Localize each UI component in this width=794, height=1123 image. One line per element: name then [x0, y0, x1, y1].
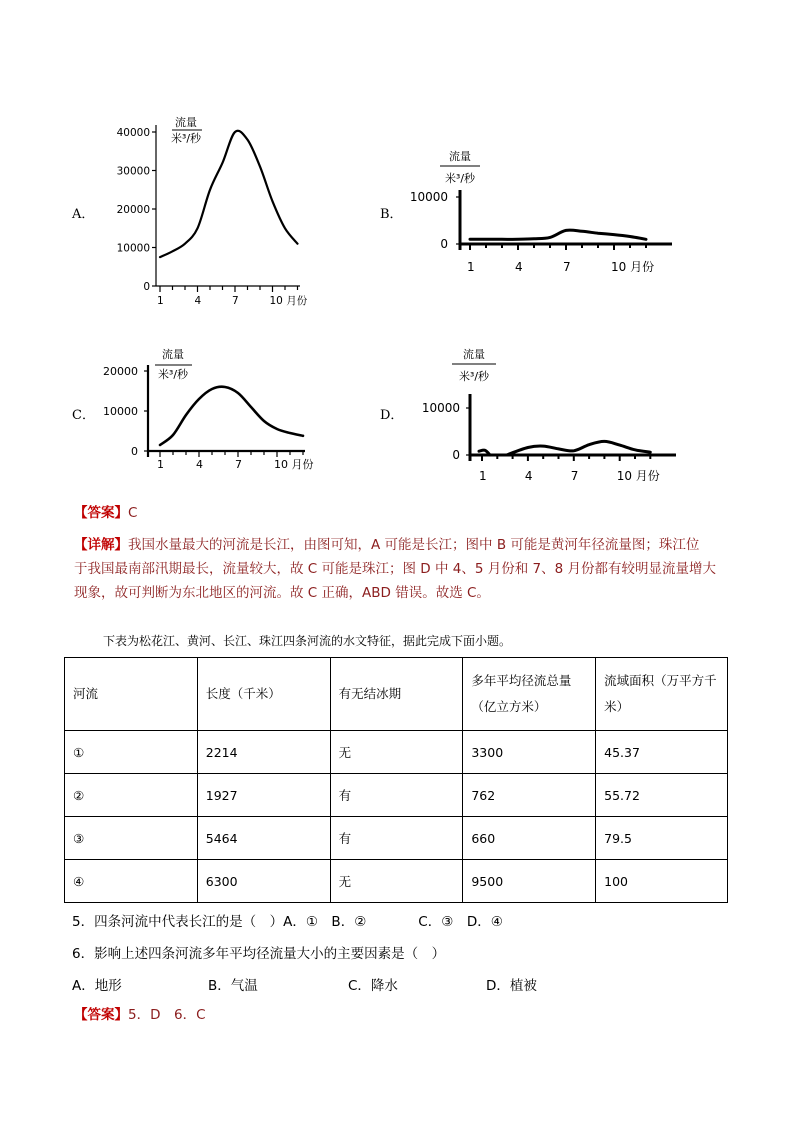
detail-1-line2: 于我国最南部汛期最长，流量较大，故 C 可能是珠江；图 D 中 4、5 月份和 7、8 月份都有较明显流量增大 — [74, 561, 717, 577]
cell-ice: 有 — [330, 817, 463, 860]
question-5-opt-c: C．③ D．④ — [418, 914, 503, 930]
th-river: 河流 — [65, 658, 198, 731]
unit-label-bottom: 米³/秒 — [458, 370, 490, 383]
question-5-stem: 5．四条河流中代表长江的是（ ）A．① B．② — [72, 914, 367, 930]
answer-2 — [74, 1004, 206, 1026]
cell-runoff: 660 — [463, 817, 596, 860]
unit-label-top: 流量 — [463, 348, 485, 361]
y-tick-label: 0 — [440, 237, 448, 251]
x-tick-label: 10 月份 — [269, 295, 308, 307]
y-tick-label: 0 — [131, 445, 138, 458]
cell-area: 100 — [596, 860, 728, 903]
y-tick-label: 20000 — [103, 365, 138, 378]
chart-a — [100, 110, 340, 310]
unit-label-top: 流量 — [175, 116, 197, 129]
y-tick-label: 30000 — [116, 165, 150, 178]
chart-d — [400, 340, 690, 490]
x-tick-label: 7 — [235, 458, 242, 471]
cell-area: 55.72 — [596, 774, 728, 817]
th-ice: 有无结冰期 — [330, 658, 463, 731]
series-line — [507, 441, 651, 455]
table-row — [65, 860, 728, 903]
series-line — [470, 230, 646, 239]
th-area: 流域面积（万平方千米） — [596, 658, 728, 731]
cell-ice: 无 — [330, 860, 463, 903]
cell-ice: 有 — [330, 774, 463, 817]
th-length: 长度（千米） — [197, 658, 330, 731]
table-header-row — [65, 658, 728, 731]
x-tick-label: 4 — [196, 458, 203, 471]
cell-length: 2214 — [197, 731, 330, 774]
y-tick-label: 10000 — [116, 242, 150, 255]
answer-2-label: 【答案】 — [74, 1007, 128, 1023]
th-runoff: 多年平均径流总量（亿立方米） — [463, 658, 596, 731]
detail-1-line3: 现象，故可判断为东北地区的河流。故 C 正确，ABD 错误。故选 C。 — [74, 585, 490, 601]
question-5 — [72, 910, 503, 930]
x-tick-label: 10 月份 — [611, 260, 655, 274]
detail-1-label: 【详解】 — [74, 537, 128, 553]
y-tick-label: 10000 — [409, 190, 448, 204]
cell-river: ③ — [65, 817, 198, 860]
chart-b-letter: B． — [380, 207, 403, 222]
answer-1-label: 【答案】 — [74, 505, 128, 521]
unit-label-bottom: 米³/秒 — [157, 368, 189, 381]
x-tick-label: 1 — [157, 295, 164, 307]
cell-runoff: 3300 — [463, 731, 596, 774]
table-intro: 下表为松花江、黄河、长江、珠江四条河流的水文特征，据此完成下面小题。 — [103, 634, 512, 648]
table-row — [65, 817, 728, 860]
x-tick-label: 1 — [157, 458, 164, 471]
cell-length: 6300 — [197, 860, 330, 903]
table-row — [65, 774, 728, 817]
answer-2-value: 5．D 6．C — [128, 1007, 206, 1023]
chart-a-letter: A． — [72, 207, 95, 222]
question-6-option-d: D．植被 — [486, 978, 537, 994]
y-tick-label: 10000 — [103, 405, 138, 418]
x-tick-label: 1 — [467, 260, 475, 274]
cell-area: 45.37 — [596, 731, 728, 774]
answer-1 — [74, 502, 137, 524]
unit-label-bottom: 米³/秒 — [170, 132, 202, 145]
x-tick-label: 4 — [194, 295, 202, 307]
question-6: 6．影响上述四条河流多年平均径流量大小的主要因素是（ ） — [72, 946, 446, 962]
detail-1 — [74, 534, 734, 604]
x-tick-label: 7 — [563, 260, 571, 274]
hydro-table — [64, 657, 728, 903]
x-tick-label: 4 — [524, 469, 533, 483]
y-tick-label: 10000 — [421, 401, 460, 415]
cell-river: ① — [65, 731, 198, 774]
chart-d-letter: D． — [380, 408, 404, 423]
cell-river: ④ — [65, 860, 198, 903]
cell-area: 79.5 — [596, 817, 728, 860]
question-6-option-b: B．气温 — [208, 978, 258, 994]
unit-label-top: 流量 — [449, 150, 471, 163]
y-tick-label: 0 — [452, 448, 460, 462]
chart-c-letter: C． — [72, 408, 95, 423]
x-tick-label: 7 — [570, 469, 579, 483]
y-tick-label: 20000 — [116, 204, 150, 216]
question-6-option-c: C．降水 — [348, 978, 398, 994]
unit-label-top: 流量 — [162, 348, 184, 361]
series-line — [160, 131, 298, 257]
x-tick-label: 10 月份 — [616, 469, 660, 483]
cell-runoff: 762 — [463, 774, 596, 817]
answer-1-value: C — [128, 505, 138, 521]
x-tick-label: 4 — [515, 260, 523, 274]
chart-b — [400, 140, 690, 280]
cell-runoff: 9500 — [463, 860, 596, 903]
chart-c — [100, 340, 320, 480]
cell-river: ② — [65, 774, 198, 817]
cell-length: 1927 — [197, 774, 330, 817]
x-tick-label: 7 — [232, 295, 239, 307]
table-row — [65, 731, 728, 774]
question-6-option-a: A．地形 — [72, 978, 122, 994]
y-tick-label: 40000 — [116, 127, 150, 139]
y-tick-label: 0 — [143, 281, 150, 293]
detail-1-line1: 我国水量最大的河流是长江，由图可知，A 可能是长江；图中 B 可能是黄河年径流量图；珠江位 — [128, 537, 700, 553]
cell-length: 5464 — [197, 817, 330, 860]
unit-label-bottom: 米³/秒 — [444, 172, 476, 185]
x-tick-label: 1 — [479, 469, 487, 483]
x-tick-label: 10 月份 — [274, 458, 314, 471]
series-line — [160, 387, 303, 445]
cell-ice: 无 — [330, 731, 463, 774]
